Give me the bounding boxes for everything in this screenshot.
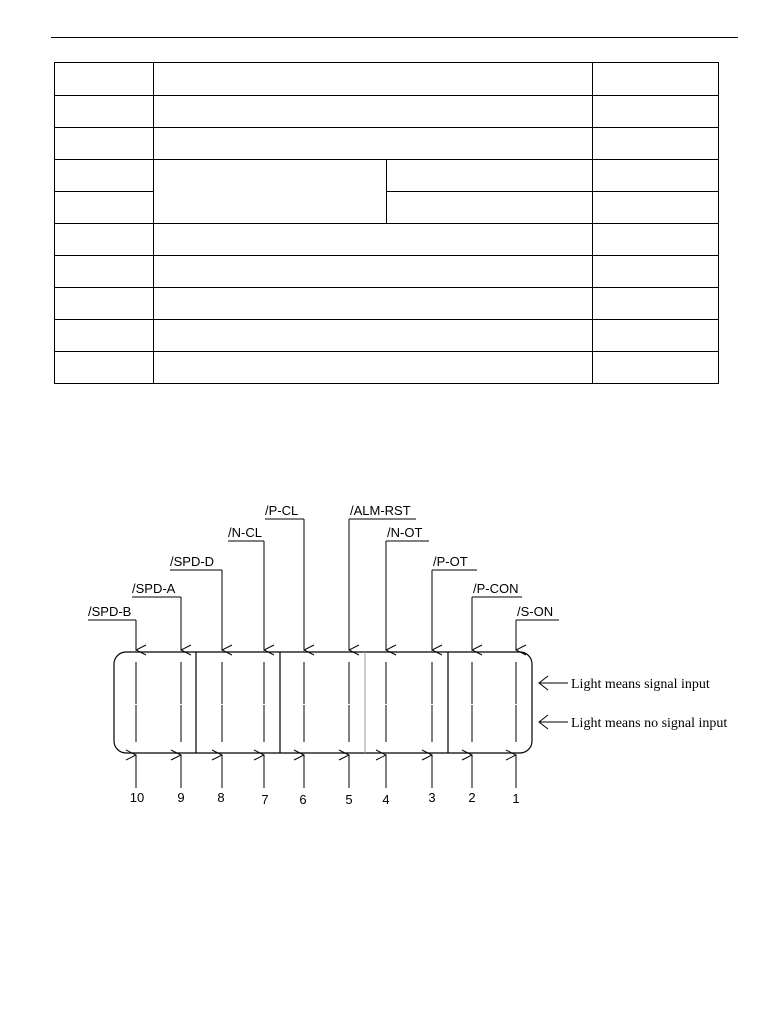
signal-label-4: /N-OT (387, 525, 423, 540)
pin-number-6: 6 (299, 792, 307, 807)
signal-label-1: /S-ON (517, 604, 554, 619)
pin-number-2: 2 (468, 790, 476, 805)
signal-label-8: /SPD-D (170, 554, 215, 569)
signal-label-10: /SPD-B (88, 604, 132, 619)
pin-number-7: 7 (261, 792, 269, 807)
pin-number-3: 3 (428, 790, 436, 805)
legend-no-signal-input: Light means no signal input (571, 716, 728, 731)
pin-number-1: 1 (512, 791, 520, 806)
signal-label-2: /P-CON (473, 581, 519, 596)
pin-number-5: 5 (345, 792, 353, 807)
legend-signal-input: Light means signal input (571, 677, 710, 692)
signal-label-7: /N-CL (228, 525, 262, 540)
signal-label-9: /SPD-A (132, 581, 176, 596)
pin-number-9: 9 (177, 790, 185, 805)
signal-label-6: /P-CL (265, 503, 299, 518)
pin-number-4: 4 (382, 792, 390, 807)
pin-number-10: 10 (129, 790, 145, 805)
pin-number-8: 8 (217, 790, 225, 805)
signal-label-3: /P-OT (433, 554, 468, 569)
indicator-housing (114, 652, 532, 753)
signal-label-5: /ALM-RST (350, 503, 411, 518)
